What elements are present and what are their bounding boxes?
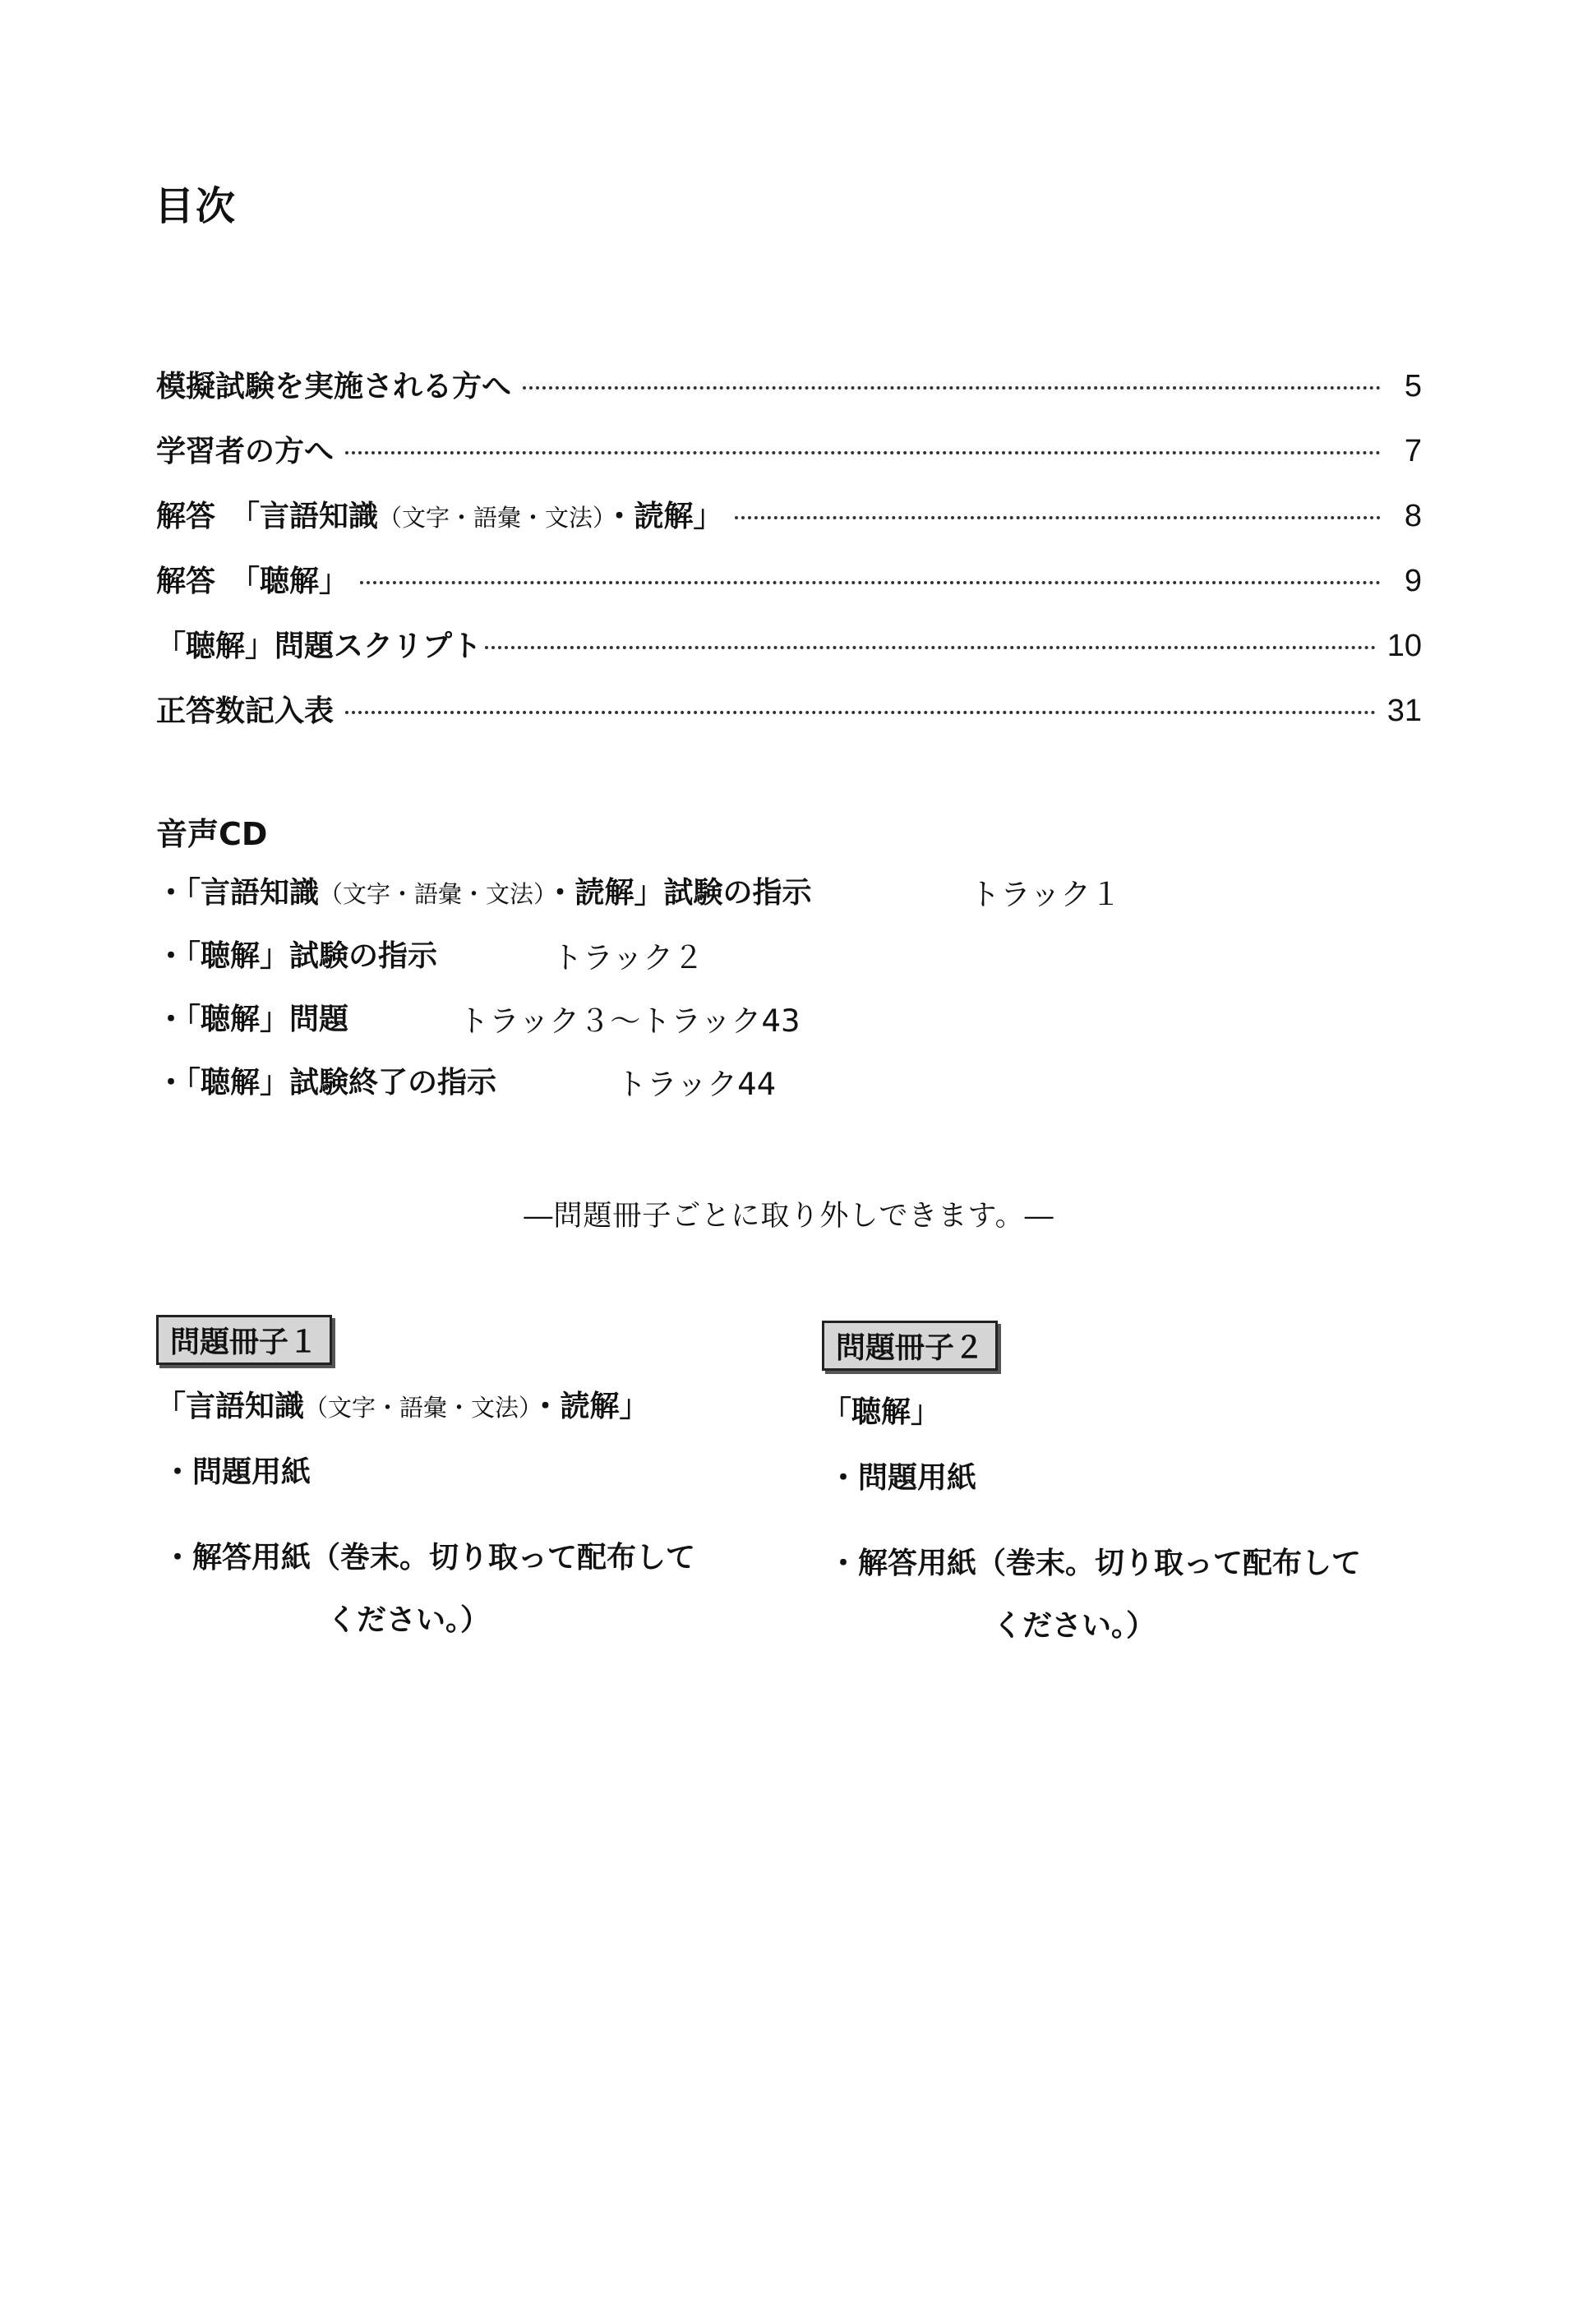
audio-cd-heading: 音声CD [156, 816, 268, 852]
dot-leader [735, 516, 1381, 519]
toc-page-number: 5 [1404, 369, 1422, 403]
booklet-item-text: ・解答用紙（巻末。切り取って配布して [828, 1547, 1362, 1580]
toc-entry-label: 正答数記入表 [156, 694, 335, 728]
toc-entry-listening-script[interactable] [156, 623, 1422, 688]
cd-track-number: トラック３～トラック43 [459, 1003, 801, 1039]
toc-page-number: 8 [1404, 499, 1422, 533]
toc-entry-for-learners[interactable] [156, 428, 1422, 493]
cd-track-number: トラック44 [616, 1067, 777, 1102]
cd-item-label-part: ・読解」試験の指示 [545, 876, 812, 910]
cd-track-number: トラック１ [970, 877, 1122, 912]
toc-page-number: 9 [1404, 564, 1422, 598]
toc-entry-score-sheet[interactable] [156, 688, 1422, 753]
page-title: 目次 [155, 183, 238, 229]
booklet-title-box: 問題冊子１ [156, 1315, 332, 1365]
cd-item-language-reading-instructions [156, 869, 1307, 933]
booklet-title-box: 問題冊子２ [822, 1321, 998, 1371]
booklet-1 [156, 1315, 781, 1652]
booklet-item-question-paper: ・問題用紙 [163, 1455, 311, 1489]
cd-item-listening-instructions [156, 933, 1307, 996]
cd-item-label: ・「聴解」試験の指示 [156, 939, 438, 973]
toc-page-number: 31 [1387, 694, 1422, 728]
cd-item-label-part: ・「言語知識 [156, 876, 320, 910]
toc-entry-label-part: 解答 「言語知識 [156, 500, 379, 533]
toc-entry-label: 模擬試験を実施される方へ [156, 370, 512, 403]
dot-leader [523, 386, 1381, 390]
cd-item-label-small: （文字・語彙・文法） [319, 880, 546, 908]
toc-entry-label-part: ・読解」 [604, 500, 723, 533]
dot-leader [345, 711, 1376, 714]
booklet-item-text-continued: ください。） [327, 1603, 491, 1637]
booklet-2 [822, 1321, 1446, 1658]
booklet-item-text: ・解答用紙（巻末。切り取って配布して [163, 1541, 696, 1575]
booklet-item-answer-sheet [156, 1527, 781, 1652]
toc-page-number: 10 [1387, 629, 1422, 663]
cd-item-label: ・「聴解」試験終了の指示 [156, 1066, 497, 1100]
booklet-item-text-continued: ください。） [993, 1609, 1156, 1643]
cd-item-listening-end-instructions [156, 1059, 1307, 1123]
cd-item-label: ・「聴解」問題 [156, 1003, 349, 1036]
cd-item-listening-questions [156, 996, 1307, 1059]
cd-item-label [156, 876, 812, 910]
dot-leader [360, 581, 1381, 584]
toc-entry-for-administrators[interactable] [156, 363, 1422, 428]
detachable-note: ―問題冊子ごとに取り外しできます。― [524, 1200, 1054, 1233]
toc-entry-answers-listening[interactable] [156, 558, 1422, 623]
dot-leader [485, 646, 1376, 649]
booklet-subject-part: 「言語知識 [156, 1390, 305, 1423]
booklet-subject-part: ・読解」 [530, 1390, 649, 1423]
booklet-subject: 「聴解」 [822, 1395, 941, 1429]
booklet-item-question-paper: ・問題用紙 [828, 1461, 977, 1495]
toc-page-number: 7 [1404, 434, 1422, 468]
toc-entry-label: 「聴解」問題スクリプト [156, 629, 482, 663]
toc-entry-label: 学習者の方へ [156, 435, 335, 468]
booklet-subject-small: （文字・語彙・文法） [304, 1394, 531, 1422]
table-of-contents [156, 363, 1422, 753]
audio-cd-track-list [156, 869, 1307, 1123]
toc-entry-label-small: （文字・語彙・文法） [378, 504, 605, 532]
toc-entry-label [156, 493, 723, 535]
toc-entry-label: 解答 「聴解」 [156, 565, 349, 598]
booklet-subject [156, 1383, 781, 1425]
cd-track-number: トラック２ [552, 940, 704, 975]
dot-leader [345, 451, 1381, 454]
toc-entry-answers-language-reading[interactable] [156, 493, 1422, 558]
booklet-item-answer-sheet [822, 1533, 1446, 1658]
